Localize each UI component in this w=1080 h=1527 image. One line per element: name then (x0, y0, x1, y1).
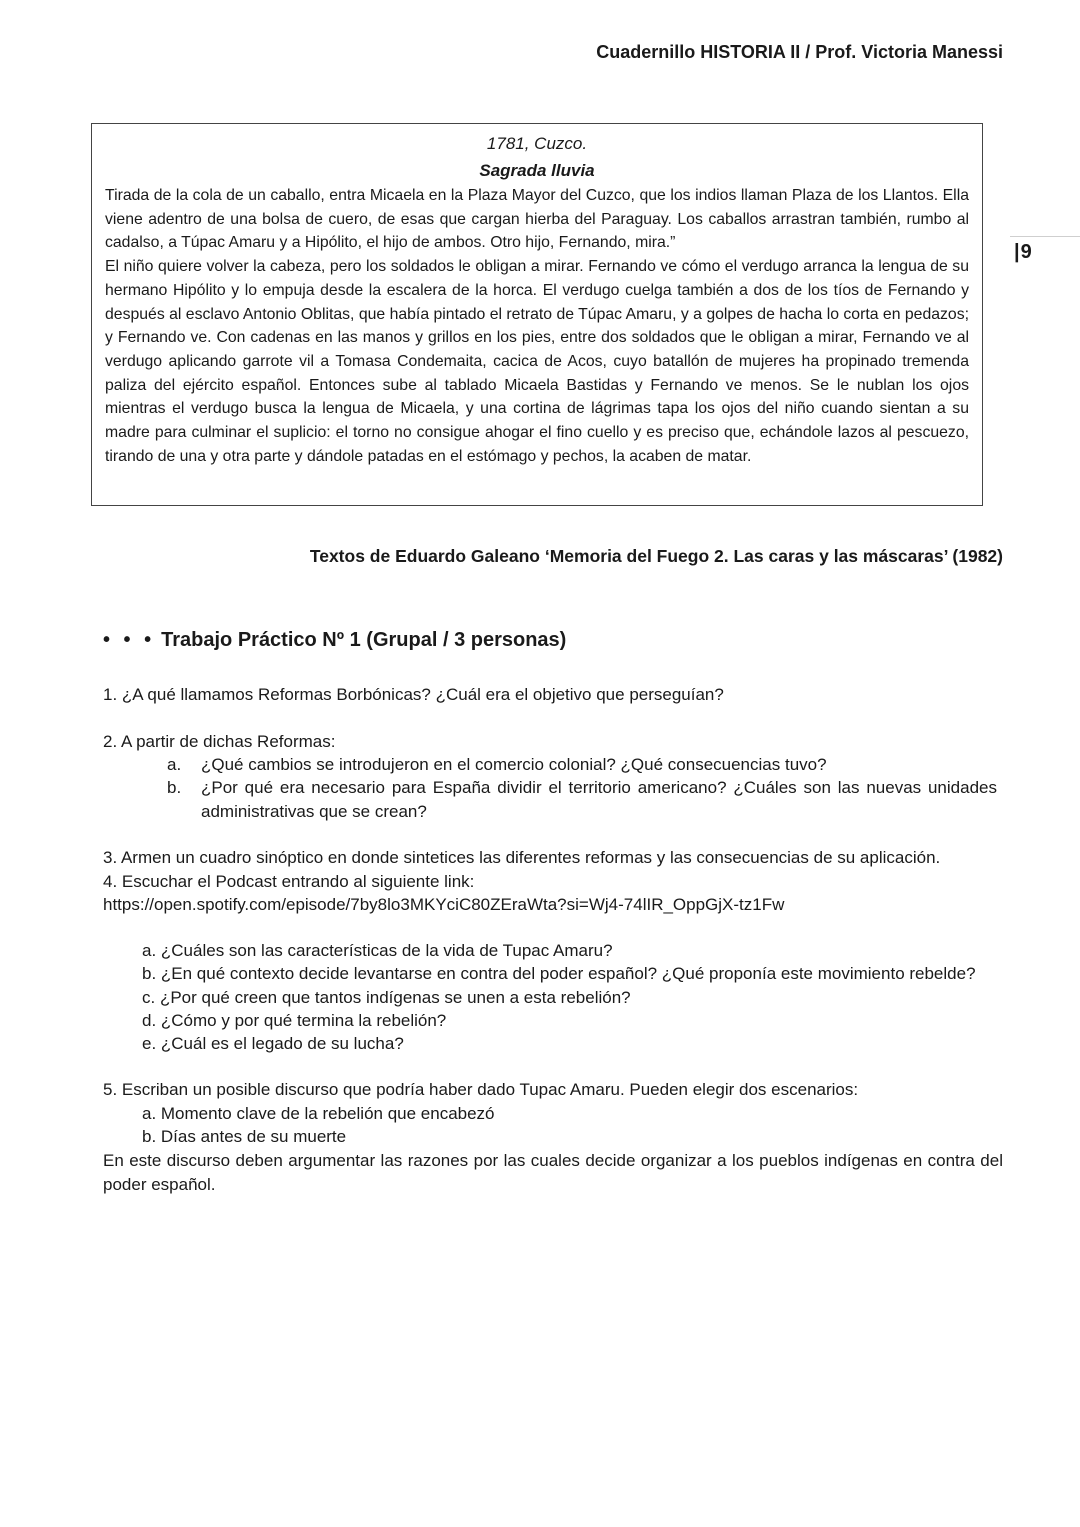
source-citation: Textos de Eduardo Galeano ‘Memoria del Fuego 2. Las caras y las máscaras’ (1982) (309, 546, 1003, 566)
question-4: 4. Escuchar el Podcast entrando al siguiente link: (103, 872, 475, 891)
question-2b-text: ¿Por qué era necesario para España dividir el territorio americano? ¿Cuáles son las nuevas unidades administrativas que se crean? (201, 778, 997, 821)
page-header: Cuadernillo HISTORIA II / Prof. Victoria Manessi (596, 42, 1003, 62)
question-3: 3. Armen un cuadro sinóptico en donde sintetices las diferentes reformas y las consecuencias de su aplicación. (103, 848, 941, 867)
question-5: 5. Escriban un posible discurso que podría haber dado Tupac Amaru. Pueden elegir dos escenarios: (103, 1080, 859, 1099)
question-5a: a. Momento clave de la rebelión que encabezó (142, 1104, 495, 1123)
page-number-block (1010, 236, 1080, 264)
question-4c: c. ¿Por qué creen que tantos indígenas se unen a esta rebelión? (142, 988, 631, 1007)
bullet-icons: • • • (103, 629, 156, 651)
question-2a-label: a. (167, 755, 182, 774)
page-number: |9 (1014, 241, 1033, 263)
question-4b: b. ¿En qué contexto decide levantarse en contra del poder español? ¿Qué proponía este movimiento rebelde? (142, 964, 976, 983)
question-2b (167, 776, 1003, 823)
excerpt-paragraph-1: Tirada de la cola de un caballo, entra Micaela en la Plaza Mayor del Cuzco, que los indios llaman Plaza de los Llantos. Ella viene adentro de una bolsa de cuero, de esas que cargan hierba del Paraguay. Los caballos arrastran también, rumbo al cadalso, a Túpac Amaru y a Hipólito, el hijo de ambos. Otro hijo, Fernando, mira.” (105, 187, 969, 252)
assignment-title (103, 629, 566, 652)
question-2: 2. A partir de dichas Reformas: (103, 732, 336, 751)
podcast-link[interactable]: https://open.spotify.com/episode/7by8lo3MKYciC80ZEraWta?si=Wj4-74lIR_OppGjX-tz1Fw (103, 895, 785, 914)
excerpt-paragraph-2: El niño quiere volver la cabeza, pero los soldados le obligan a mirar. Fernando ve cómo el verdugo arranca la lengua de su hermano Hipólito y lo empuja desde la escalera de la horca. El verdugo cuelga también a dos de los tíos de Fernando y después al esclavo Antonio Oblitas, que había pintado el retrato de Túpac Amaru, y a golpes de hacha lo corta en pedazos; y Fernando ve. Con cadenas en las manos y grillos en los pies, entre dos soldados que le obligan a mirar, Fernando ve al verdugo aplicando garrote vil a Tomasa Condemaita, cacica de Acos, cuyo batallón de mujeres ha propinado tremenda paliza del ejército español. Entonces sube al tablado Micaela Bastidas y Fernando ve menos. Se le nublan los ojos mientras el verdugo busca la lengua de Micaela, y una cortina de lágrimas tapa los ojos del niño cuando sientan a su madre para culminar el suplicio: el torno no consigue ahogar el fino cuello y es preciso que, echándole lazos al pescuezo, tirando de una y otra parte y dándole patadas en el estómago y pechos, la acaben de matar. (105, 258, 969, 465)
question-5-instructions: En este discurso deben argumentar las razones por las cuales decide organizar a los pueblos indígenas en contra del poder español. (103, 1151, 1003, 1194)
question-2a-text: ¿Qué cambios se introdujeron en el comercio colonial? ¿Qué consecuencias tuvo? (201, 755, 827, 774)
question-2a (167, 753, 1003, 777)
assignment-title-text: Trabajo Práctico Nº 1 (Grupal / 3 personas) (161, 629, 567, 651)
question-5b: b. Días antes de su muerte (142, 1127, 347, 1146)
question-1: 1. ¿A qué llamamos Reformas Borbónicas? ¿Cuál era el objetivo que perseguían? (103, 685, 724, 704)
question-2b-label: b. (167, 778, 182, 797)
excerpt-box (91, 123, 983, 506)
question-4a: a. ¿Cuáles son las características de la vida de Tupac Amaru? (142, 941, 613, 960)
excerpt-title: Sagrada lluvia (479, 161, 595, 180)
question-4d: d. ¿Cómo y por qué termina la rebelión? (142, 1011, 447, 1030)
excerpt-date: 1781, Cuzco. (486, 134, 588, 153)
question-4e: e. ¿Cuál es el legado de su lucha? (142, 1034, 404, 1053)
